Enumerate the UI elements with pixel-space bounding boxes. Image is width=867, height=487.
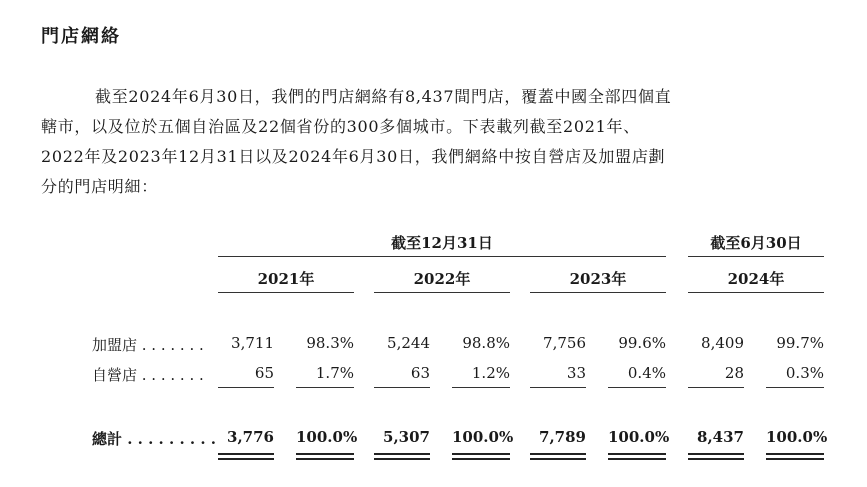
cell-franchise-2022-count: 5,244 — [387, 334, 430, 352]
total-double-rule — [766, 458, 824, 460]
year-header-2023: 2023年 — [569, 270, 627, 288]
total-double-rule — [452, 458, 510, 460]
total-double-rule — [688, 458, 744, 460]
cell-franchise-2024-pct: 99.7% — [776, 334, 824, 352]
year-rule-2023 — [530, 292, 666, 293]
year-header-2024: 2024年 — [727, 270, 785, 288]
cell-franchise-2021-count: 3,711 — [231, 334, 274, 352]
total-double-rule — [296, 458, 354, 460]
total-double-rule — [766, 453, 824, 455]
year-rule-2021 — [218, 292, 354, 293]
total-double-rule — [374, 453, 430, 455]
subtotal-rule — [608, 387, 666, 388]
paragraph-line: 分的門店明細： — [41, 177, 158, 196]
cell-self-2022-pct: 1.2% — [471, 364, 510, 382]
group-rule-jun30 — [688, 256, 824, 257]
subtotal-rule — [688, 387, 744, 388]
total-double-rule — [218, 458, 274, 460]
cell-franchise-2023-pct: 99.6% — [618, 334, 666, 352]
cell-total-2023-pct: 100.0% — [608, 428, 670, 446]
paragraph-line: 2022年及2023年12月31日以及2024年6月30日，我們網絡中按自營店及加盟店劃 — [41, 147, 666, 166]
row-label-total: 總計 . . . . . . . . . — [92, 430, 216, 448]
row-label-franchise: 加盟店 . . . . . . . — [92, 336, 204, 354]
total-double-rule — [530, 458, 586, 460]
row-label-self-operated: 自營店 . . . . . . . — [92, 366, 204, 384]
cell-self-2022-count: 63 — [410, 364, 430, 382]
cell-self-2021-count: 65 — [254, 364, 274, 382]
year-rule-2022 — [374, 292, 510, 293]
year-rule-2024 — [688, 292, 824, 293]
cell-self-2024-pct: 0.3% — [785, 364, 824, 382]
subtotal-rule — [530, 387, 586, 388]
cell-total-2021-pct: 100.0% — [296, 428, 358, 446]
total-double-rule — [530, 453, 586, 455]
total-double-rule — [608, 458, 666, 460]
group-rule-dec31 — [218, 256, 666, 257]
subtotal-rule — [218, 387, 274, 388]
total-double-rule — [374, 458, 430, 460]
subtotal-rule — [296, 387, 354, 388]
paragraph-line: 截至2024年6月30日，我們的門店網絡有8,437間門店，覆蓋中國全部四個直 — [95, 87, 672, 106]
cell-self-2023-pct: 0.4% — [627, 364, 666, 382]
total-double-rule — [452, 453, 510, 455]
year-header-2021: 2021年 — [257, 270, 315, 288]
total-double-rule — [688, 453, 744, 455]
group-header-dec31: 截至12月31日 — [391, 234, 493, 252]
cell-total-2022-pct: 100.0% — [452, 428, 514, 446]
cell-total-2024-pct: 100.0% — [766, 428, 828, 446]
cell-franchise-2023-count: 7,756 — [543, 334, 586, 352]
subtotal-rule — [766, 387, 824, 388]
cell-self-2024-count: 28 — [724, 364, 744, 382]
cell-self-2023-count: 33 — [566, 364, 586, 382]
cell-total-2024-count: 8,437 — [697, 428, 744, 446]
cell-franchise-2022-pct: 98.8% — [462, 334, 510, 352]
total-double-rule — [218, 453, 274, 455]
total-double-rule — [296, 453, 354, 455]
cell-franchise-2024-count: 8,409 — [701, 334, 744, 352]
group-header-jun30: 截至6月30日 — [710, 234, 802, 252]
total-double-rule — [608, 453, 666, 455]
cell-franchise-2021-pct: 98.3% — [306, 334, 354, 352]
subtotal-rule — [452, 387, 510, 388]
cell-total-2021-count: 3,776 — [227, 428, 274, 446]
cell-total-2022-count: 5,307 — [383, 428, 430, 446]
subtotal-rule — [374, 387, 430, 388]
section-title: 門店網絡 — [41, 26, 121, 47]
year-header-2022: 2022年 — [413, 270, 471, 288]
cell-self-2021-pct: 1.7% — [315, 364, 354, 382]
paragraph-line: 轄市，以及位於五個自治區及22個省份的300多個城市。下表載列截至2021年、 — [41, 117, 640, 136]
cell-total-2023-count: 7,789 — [539, 428, 586, 446]
